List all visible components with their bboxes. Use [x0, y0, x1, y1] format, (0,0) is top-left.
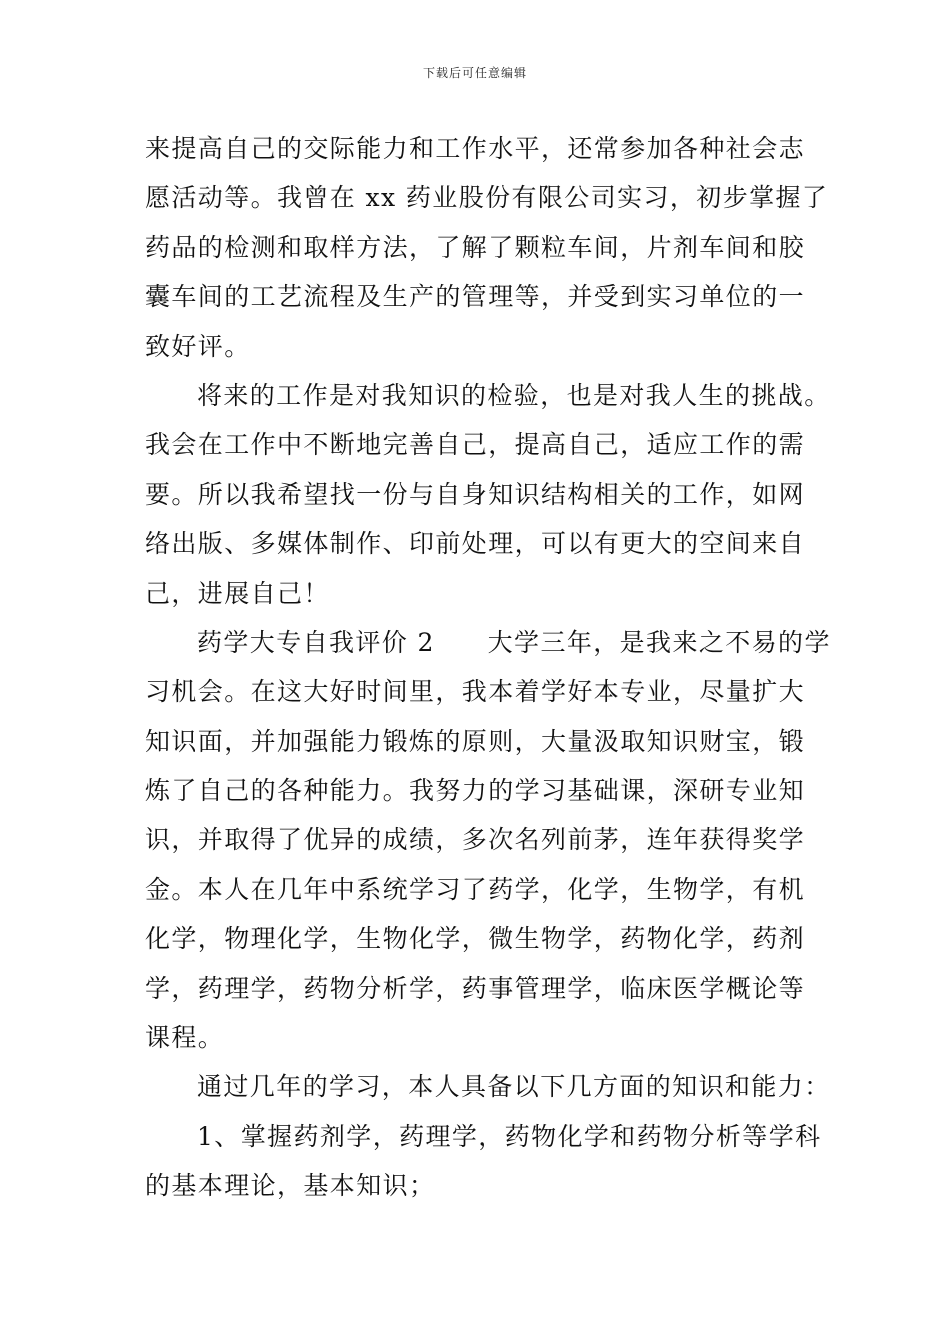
- text-line: 炼了自己的各种能力。我努力的学习基础课，深研专业知: [145, 776, 806, 806]
- text-line: 习机会。在这大好时间里，我本着学好本专业，尽量扩大: [145, 677, 806, 707]
- text-line: 药品的检测和取样方法，了解了颗粒车间，片剂车间和胶: [145, 232, 806, 262]
- text-line: 我会在工作中不断地完善自己，提高自己，适应工作的需: [145, 430, 806, 460]
- text-line: 囊车间的工艺流程及生产的管理等，并受到实习单位的一: [145, 282, 806, 312]
- text-line: 化学，物理化学，生物化学，微生物学，药物化学，药剂: [145, 924, 806, 954]
- section-title-line: 药学大专自我评价 2 大学三年，是我来之不易的学: [197, 627, 831, 657]
- text-line: 愿活动等。我曾在 xx 药业股份有限公司实习，初步掌握了: [145, 183, 829, 213]
- text-line: 课程。: [145, 1023, 225, 1053]
- list-item-line: 1、掌握药剂学，药理学，药物化学和药物分析等学科: [197, 1121, 822, 1151]
- text-line: 要。所以我希望找一份与自身知识结构相关的工作，如网: [145, 479, 806, 509]
- text-line: 知识面，并加强能力锻炼的原则，大量汲取知识财宝，锻: [145, 726, 806, 756]
- text-line: 学，药理学，药物分析学，药事管理学，临床医学概论等: [145, 973, 806, 1003]
- paragraph-start-line: 将来的工作是对我知识的检验，也是对我人生的挑战。: [197, 380, 831, 410]
- text-line: 金。本人在几年中系统学习了药学，化学，生物学，有机: [145, 874, 806, 904]
- document-body: [145, 124, 831, 1211]
- text-line: 来提高自己的交际能力和工作水平，还常参加各种社会志: [145, 134, 806, 163]
- text-line: 识，并取得了优异的成绩，多次名列前茅，连年获得奖学: [145, 825, 806, 855]
- text-line: 致好评。: [145, 331, 251, 361]
- page-header: 下载后可任意编辑: [422, 66, 527, 80]
- paragraph-start-line: 通过几年的学习，本人具备以下几方面的知识和能力：: [197, 1072, 831, 1102]
- text-line: 的基本理论，基本知识；: [145, 1171, 436, 1201]
- text-line: 络出版、多媒体制作、印前处理，可以有更大的空间来自: [145, 529, 806, 559]
- text-line: 己，进展自己！: [145, 578, 330, 608]
